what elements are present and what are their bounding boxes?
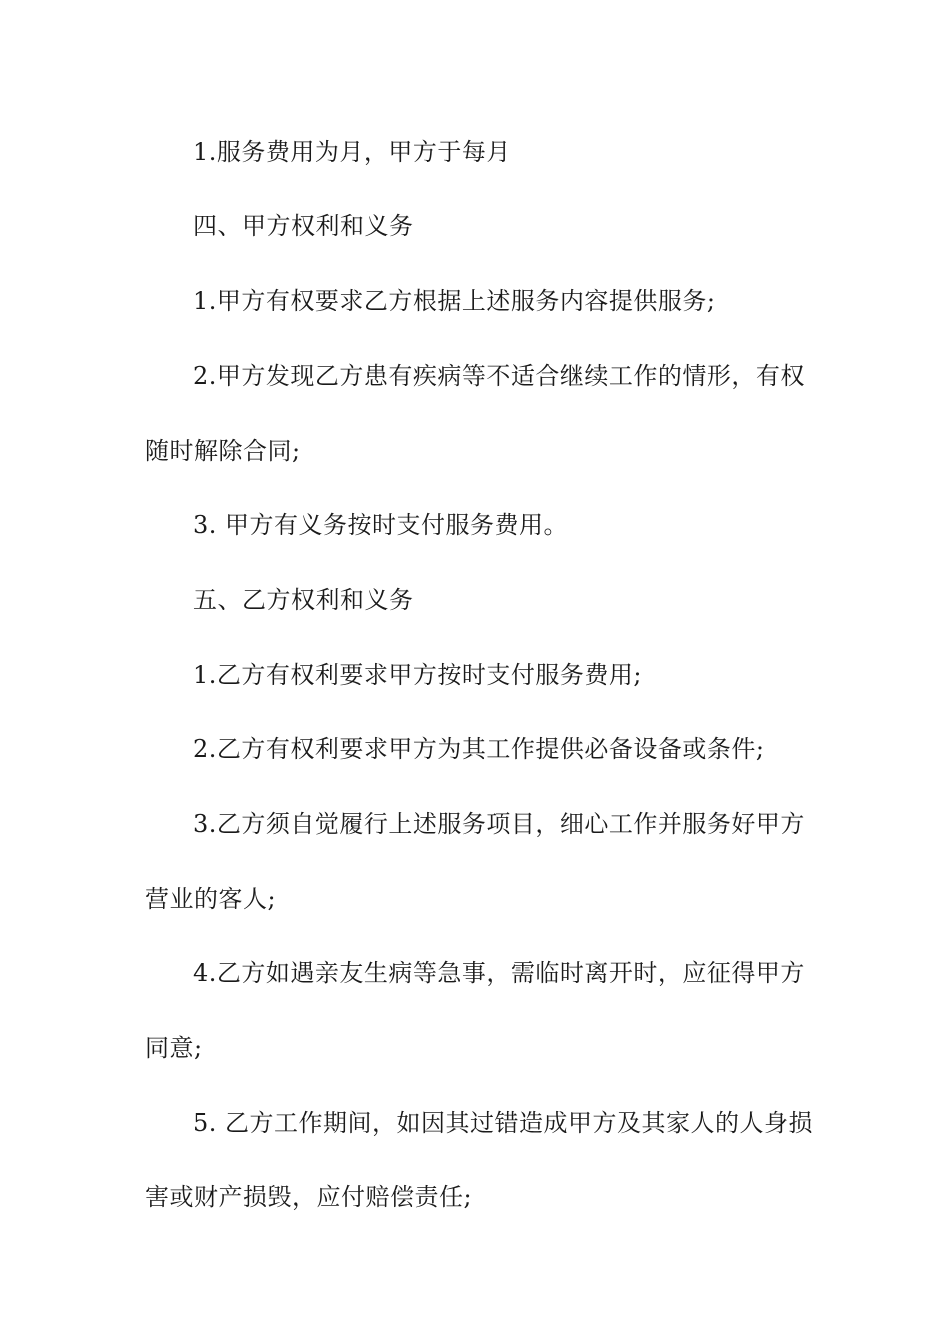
paragraph-line: 4.乙方如遇亲友生病等急事，需临时离开时，应征得甲方 <box>193 959 805 987</box>
paragraph-line-continued: 随时解除合同; <box>145 437 301 465</box>
paragraph-line: 2.乙方有权利要求甲方为其工作提供必备设备或条件; <box>193 735 765 763</box>
paragraph-line: 3.乙方须自觉履行上述服务项目，细心工作并服务好甲方 <box>193 810 805 838</box>
paragraph-line: 1.服务费用为月，甲方于每月 <box>193 138 511 166</box>
paragraph-line: 1.乙方有权利要求甲方按时支付服务费用; <box>193 661 642 689</box>
paragraph-line-continued: 害或财产损毁，应付赔偿责任; <box>145 1183 473 1211</box>
paragraph-line-continued: 营业的客人; <box>145 885 277 913</box>
section-heading: 四、甲方权利和义务 <box>193 212 414 240</box>
paragraph-line: 5. 乙方工作期间，如因其过错造成甲方及其家人的人身损 <box>193 1109 814 1137</box>
paragraph-line: 3. 甲方有义务按时支付服务费用。 <box>193 511 569 539</box>
section-heading: 五、乙方权利和义务 <box>193 586 414 614</box>
paragraph-line: 2.甲方发现乙方患有疾病等不适合继续工作的情形，有权 <box>193 362 805 390</box>
paragraph-line: 1.甲方有权要求乙方根据上述服务内容提供服务; <box>193 287 716 315</box>
paragraph-line-continued: 同意; <box>145 1034 203 1062</box>
